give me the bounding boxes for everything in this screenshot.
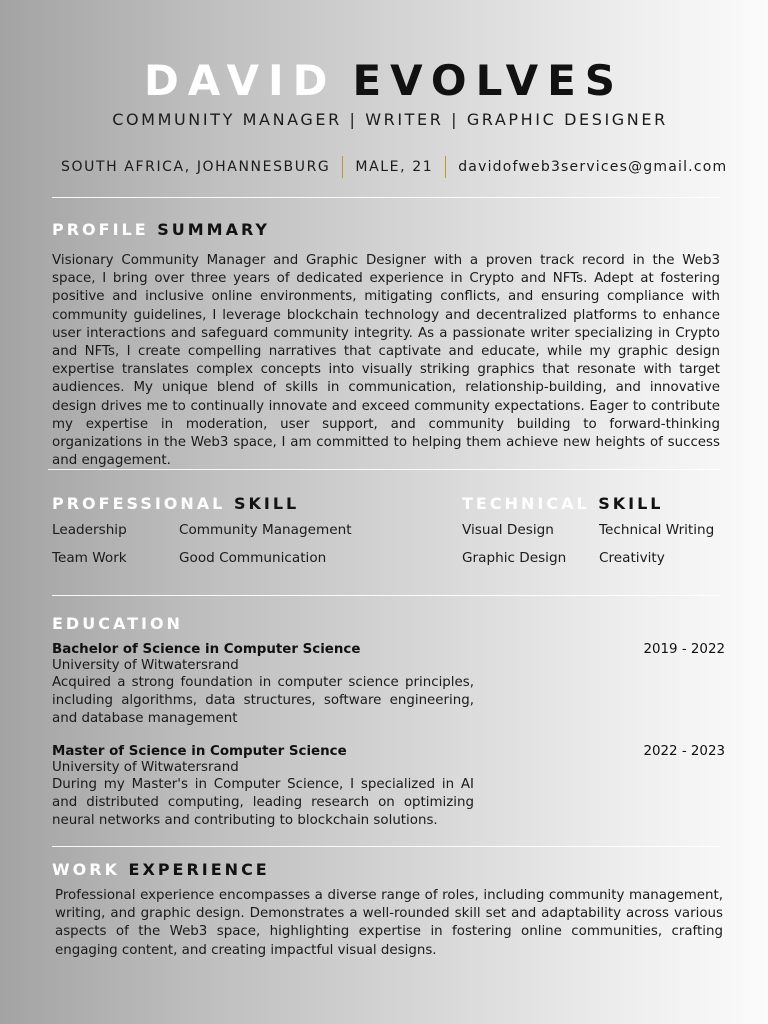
heading-dark-word: SUMMARY [157, 220, 271, 239]
heading-dark-word: SKILL [598, 494, 664, 513]
skill-item: Visual Design [462, 522, 554, 538]
education-heading [52, 614, 183, 633]
degree-title: Bachelor of Science in Computer Science [52, 642, 361, 657]
section-divider [52, 197, 720, 198]
heading-light-word: WORK [52, 860, 120, 879]
heading-light-word: PROFILE [52, 220, 149, 239]
skill-item: Creativity [599, 550, 665, 566]
heading-light-word: PROFESSIONAL [52, 494, 226, 513]
heading-light-word: TECHNICAL [462, 494, 590, 513]
skill-item: Technical Writing [599, 522, 715, 538]
contact-row [61, 156, 727, 178]
school-name: University of Witwatersrand [52, 760, 239, 775]
degree-description: During my Master's in Computer Science, I specialized in AI and distributed computing, leading research on optimizing neural networks and contributing to blockchain solutions. [52, 777, 474, 829]
education-years: 2022 - 2023 [643, 744, 725, 759]
gender-age-text: MALE, 21 [355, 159, 434, 175]
skill-item: Leadership [52, 522, 127, 538]
section-divider [52, 846, 720, 847]
education-years: 2019 - 2022 [643, 642, 725, 657]
job-titles: COMMUNITY MANAGER | WRITER | GRAPHIC DESIGNER [112, 110, 668, 129]
last-name: EVOLVES [352, 56, 625, 105]
profile-summary-heading [52, 220, 270, 239]
technical-skill-heading [462, 494, 663, 513]
professional-skill-heading [52, 494, 299, 513]
skill-item: Graphic Design [462, 550, 567, 566]
work-experience-text: Professional experience encompasses a diverse range of roles, including community management, writing, and graphic design. Demonstrates a well-rounded skill set and adaptability across various aspects of the Web3 space, highlighting expertise in fostering online communities, crafting engaging content, and creating impactful visual designs. [55, 888, 723, 958]
heading-light-word: EDUCATION [52, 614, 183, 633]
skill-item: Community Management [179, 522, 352, 538]
degree-description: Acquired a strong foundation in computer science principles, including algorithms, data structures, software engineering, and database management [52, 675, 474, 727]
school-name: University of Witwatersrand [52, 658, 239, 673]
location-text: SOUTH AFRICA, JOHANNESBURG [61, 159, 331, 175]
profile-summary-text: Visionary Community Manager and Graphic Designer with a proven track record in the Web3 space, I bring over three years of dedicated experience in Crypto and NFTs. Adept at fostering positive and inclusive online environments, mitigating conflicts, and ensuring compliance with community guidelines, I leverage blockchain technology and decentralized platforms to enhance user interactions and safeguard community integrity. As a passionate writer specializing in Crypto and NFTs, I create compelling narratives that captivate and educate, while my graphic design expertise translates complex concepts into visually striking graphics that resonate with target audiences. My unique blend of skills in communication, relationship-building, and innovative design drives me to continually innovate and exceed community expectations. Eager to contribute my expertise in moderation, user support, and community building to forward-thinking organizations in the Web3 space, I am committed to helping them achieve new heights of success and engagement. [52, 253, 720, 469]
heading-dark-word: SKILL [233, 494, 300, 513]
contact-divider [445, 156, 446, 178]
email-link[interactable]: davidofweb3services@gmail.com [458, 159, 728, 175]
work-experience-heading [52, 860, 270, 879]
skill-item: Team Work [52, 550, 127, 566]
skill-item: Good Communication [179, 550, 327, 566]
resume-name [0, 56, 768, 105]
section-divider [48, 469, 720, 470]
heading-dark-word: EXPERIENCE [128, 860, 270, 879]
section-divider [52, 595, 720, 596]
first-name: DAVID [143, 56, 337, 105]
contact-divider [342, 156, 343, 178]
degree-title: Master of Science in Computer Science [52, 744, 347, 759]
